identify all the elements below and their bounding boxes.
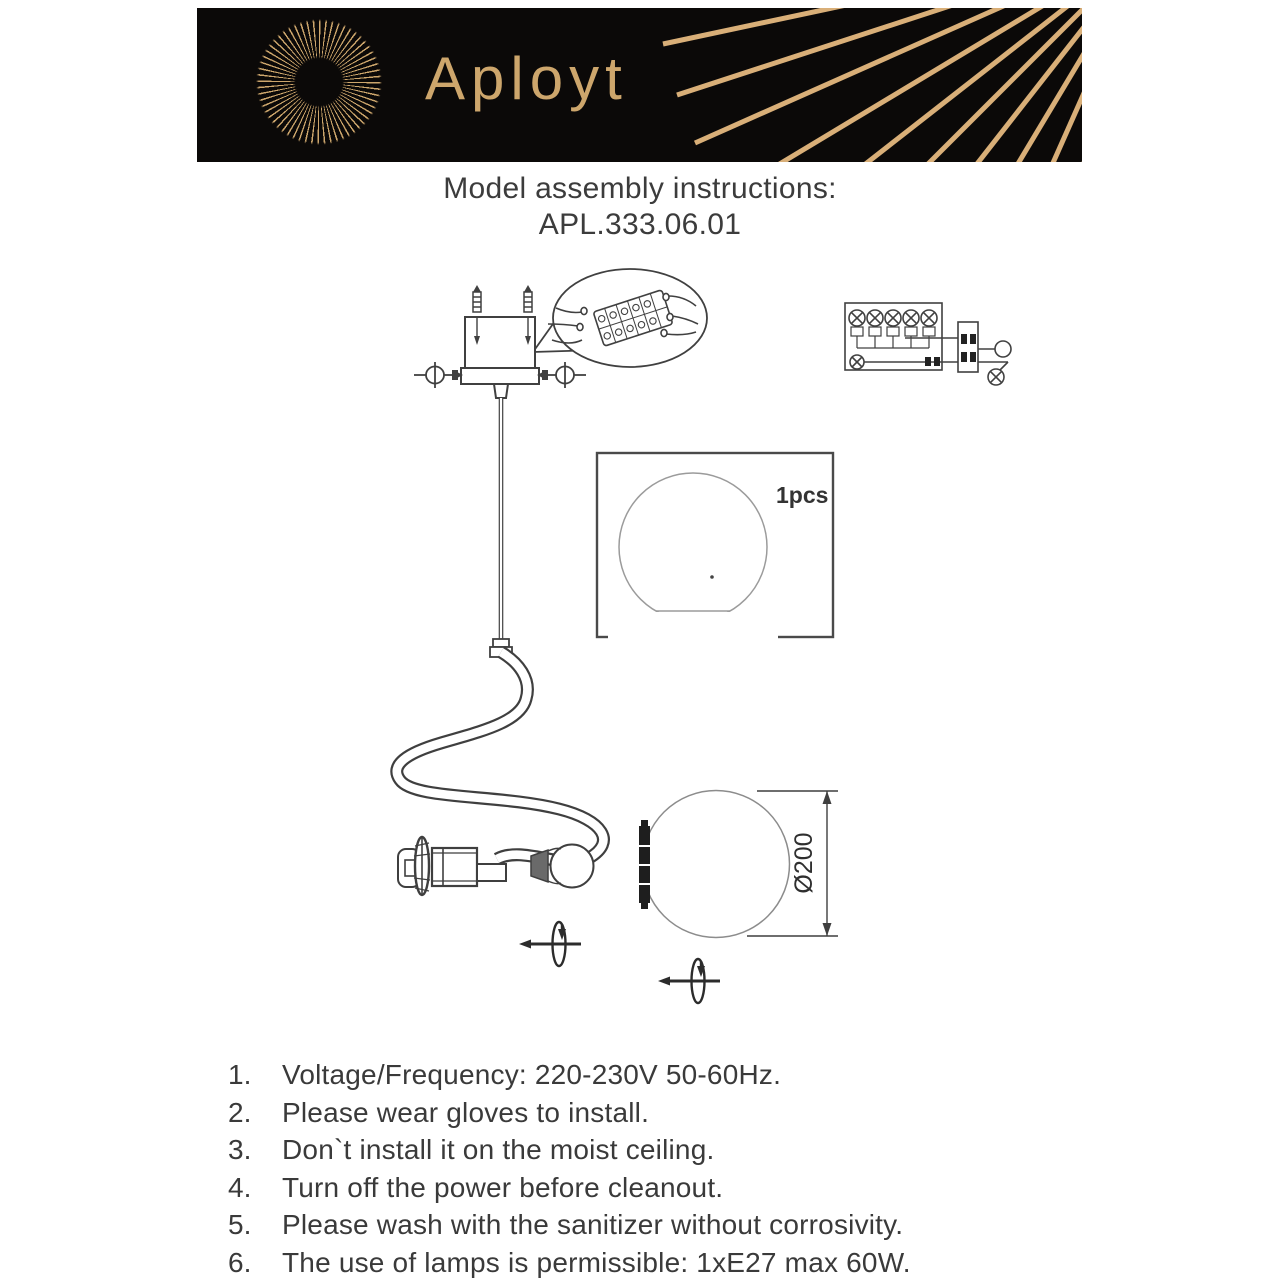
instruction-text: Turn off the power before cleanout. xyxy=(282,1169,1058,1207)
instruction-text: Don`t install it on the moist ceiling. xyxy=(282,1131,1058,1169)
page-title: Model assembly instructions: xyxy=(0,172,1280,206)
model-number: APL.333.06.01 xyxy=(0,208,1280,242)
shade-dimension-drawing xyxy=(639,791,838,938)
instruction-item xyxy=(228,1056,1058,1094)
instruction-text: Please wear gloves to install. xyxy=(282,1094,1058,1132)
instruction-item xyxy=(228,1206,1058,1244)
instruction-item xyxy=(228,1244,1058,1281)
screw-rotation-icon xyxy=(537,362,586,388)
screw-rotation-icon xyxy=(414,362,463,388)
pendant-drawing xyxy=(397,398,604,895)
diameter-label: Ø200 xyxy=(790,832,818,893)
rotation-symbol xyxy=(658,959,720,1003)
instruction-item xyxy=(228,1169,1058,1207)
instruction-number: 6. xyxy=(228,1244,282,1281)
terminal-detail-callout xyxy=(533,269,707,367)
parts-count-label: 1pcs xyxy=(776,482,828,508)
instruction-number: 2. xyxy=(228,1094,282,1132)
brand-name: Aployt xyxy=(425,44,628,113)
parts-box xyxy=(597,453,833,640)
instruction-number: 1. xyxy=(228,1056,282,1094)
instruction-item xyxy=(228,1094,1058,1132)
instruction-text: Voltage/Frequency: 220-230V 50-60Hz. xyxy=(282,1056,1058,1094)
wiring-diagram xyxy=(845,303,1011,385)
screw-anchor-icon xyxy=(524,285,532,312)
screw-anchor-icon xyxy=(473,285,481,312)
instruction-item xyxy=(228,1131,1058,1169)
instruction-text: Please wash with the sanitizer without corrosivity. xyxy=(282,1206,1058,1244)
instruction-number: 5. xyxy=(228,1206,282,1244)
lamp-holder xyxy=(398,837,506,895)
rotation-symbol xyxy=(519,922,581,966)
instruction-text: The use of lamps is permissible: 1xE27 max 60W. xyxy=(282,1244,1058,1281)
spiral-tube xyxy=(397,652,604,862)
instruction-number: 4. xyxy=(228,1169,282,1207)
instruction-number: 3. xyxy=(228,1131,282,1169)
instructions-list xyxy=(228,1056,1058,1281)
